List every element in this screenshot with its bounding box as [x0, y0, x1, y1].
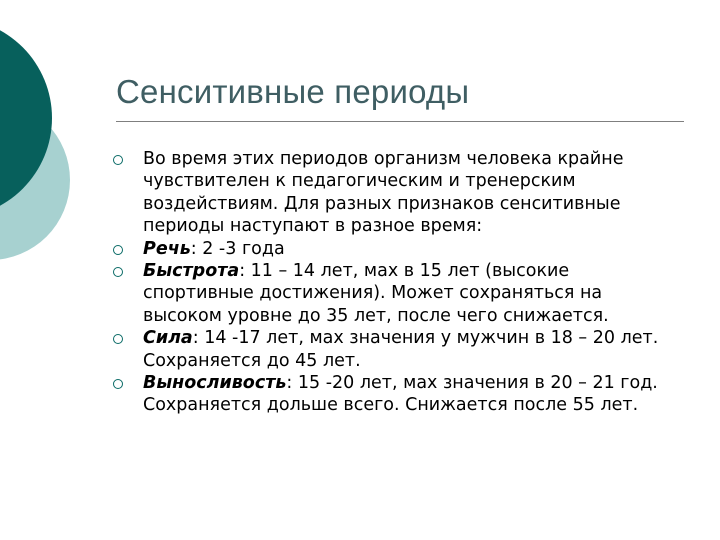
bullet-text: : 11 – 14 лет, мах в 15 лет (высокие спортивные достижения). Может сохраняться на высоком уровне до 35 лет, после чего снижается.	[143, 261, 609, 326]
hollow-circle-bullet-icon	[113, 245, 123, 255]
hollow-circle-bullet-icon	[113, 267, 123, 277]
bullet-item-endurance	[112, 372, 684, 417]
bullet-term: Быстрота	[143, 261, 240, 282]
bullet-text: : 14 -17 лет, мах значения у мужчин в 18 – 20 лет. Сохраняется до 45 лет.	[143, 328, 659, 371]
bullet-item-intro	[112, 148, 684, 238]
bullet-term: Речь	[143, 238, 191, 259]
bullet-item-strength	[112, 327, 684, 372]
hollow-circle-bullet-icon	[113, 379, 123, 389]
bullet-item-speech	[112, 238, 684, 260]
slide-title: Сенситивные периоды	[116, 73, 470, 110]
bullet-term: Сила	[143, 328, 193, 349]
bullet-term: Выносливость	[143, 373, 287, 394]
bullet-text: Во время этих периодов организм человека крайне чувствителен к педагогическим и тренерским воздействиям. Для разных признаков сенситивные периоды наступают в разное время:	[143, 149, 624, 237]
bullet-list	[112, 148, 684, 417]
hollow-circle-bullet-icon	[113, 155, 123, 165]
bullet-text: : 2 -3 года	[190, 238, 285, 259]
bullet-text: : 15 -20 лет, мах значения в 20 – 21 год. Сохраняется дольше всего. Снижается после 55 лет.	[143, 373, 658, 416]
decorative-circles	[0, 0, 120, 300]
title-divider	[116, 121, 684, 122]
bullet-item-speed	[112, 260, 684, 327]
hollow-circle-bullet-icon	[113, 334, 123, 344]
